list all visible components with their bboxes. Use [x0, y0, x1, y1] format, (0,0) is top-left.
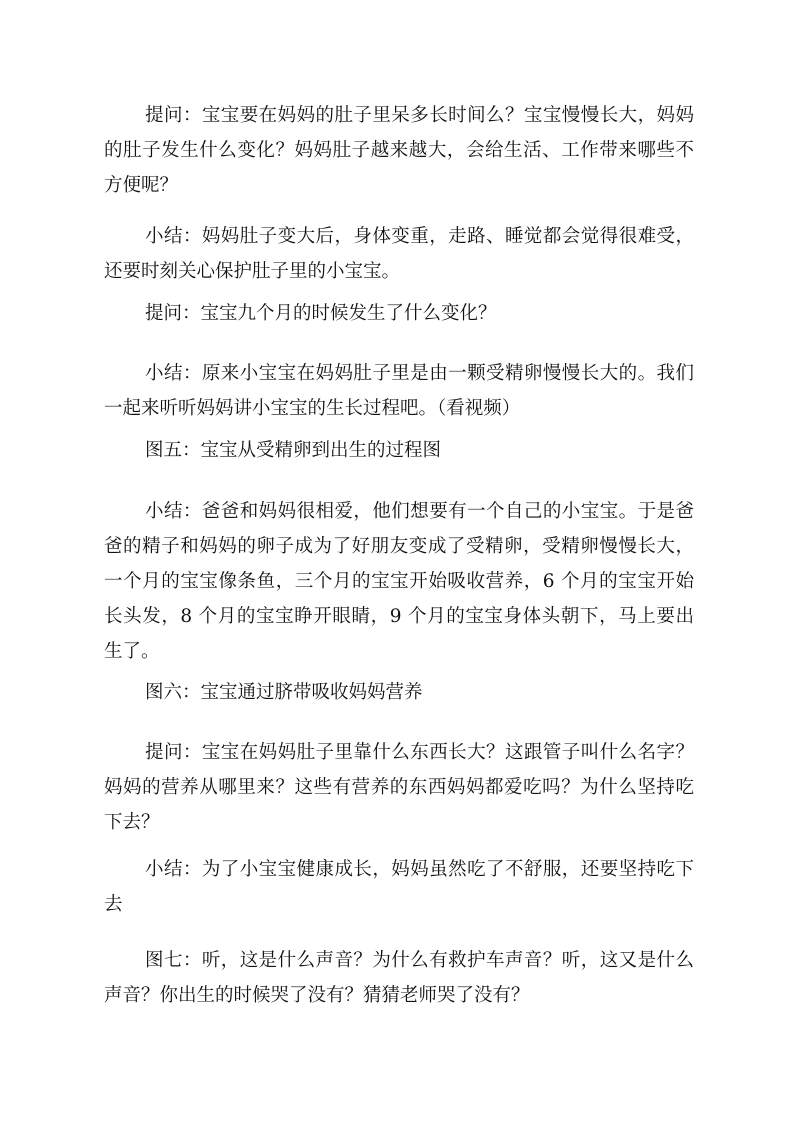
summary-paragraph-1: 小结：妈妈肚子变大后，身体变重，走路、睡觉都会觉得很难受，还要时刻关心保护肚子里的小宝宝。 [104, 226, 694, 282]
summary-paragraph-4: 小结：为了小宝宝健康成长，妈妈虽然吃了不舒服，还要坚持吃下去 [104, 859, 694, 915]
figure-caption-6: 图六：宝宝通过脐带吸收妈妈营养 [145, 682, 423, 703]
question-paragraph-3: 提问：宝宝在妈妈肚子里靠什么东西长大？这跟管子叫什么名字？妈妈的营养从哪里来？这些有营养的东西妈妈都爱吃吗？为什么坚持吃下去？ [104, 742, 694, 833]
summary-paragraph-2: 小结：原来小宝宝在妈妈肚子里是由一颗受精卵慢慢长大的。我们一起来听听妈妈讲小宝宝的生长过程吧。（看视频） [104, 363, 694, 419]
figure-caption-7: 图七：听，这是什么声音？为什么有救护车声音？听，这又是什么声音？你出生的时候哭了没有？猜猜老师哭了没有？ [104, 950, 694, 1006]
question-paragraph-1: 提问：宝宝要在妈妈的肚子里呆多长时间么？宝宝慢慢长大，妈妈的肚子发生什么变化？妈妈肚子越来越大，会给生活、工作带来哪些不方便呢？ [104, 105, 694, 196]
question-paragraph-2: 提问：宝宝九个月的时候发生了什么变化？ [145, 303, 497, 324]
figure-caption-5: 图五：宝宝从受精卵到出生的过程图 [145, 440, 442, 461]
summary-paragraph-3: 小结：爸爸和妈妈很相爱，他们想要有一个自己的小宝宝。于是爸爸的精子和妈妈的卵子成为了好朋友变成了受精卵，受精卵慢慢长大，一个月的宝宝像条鱼，三个月的宝宝开始吸收营养，6 个月的宝宝开始长头发，8 个月的宝宝睁开眼睛，9 个月的宝宝身体头朝下，马上要出生了。 [104, 501, 694, 662]
